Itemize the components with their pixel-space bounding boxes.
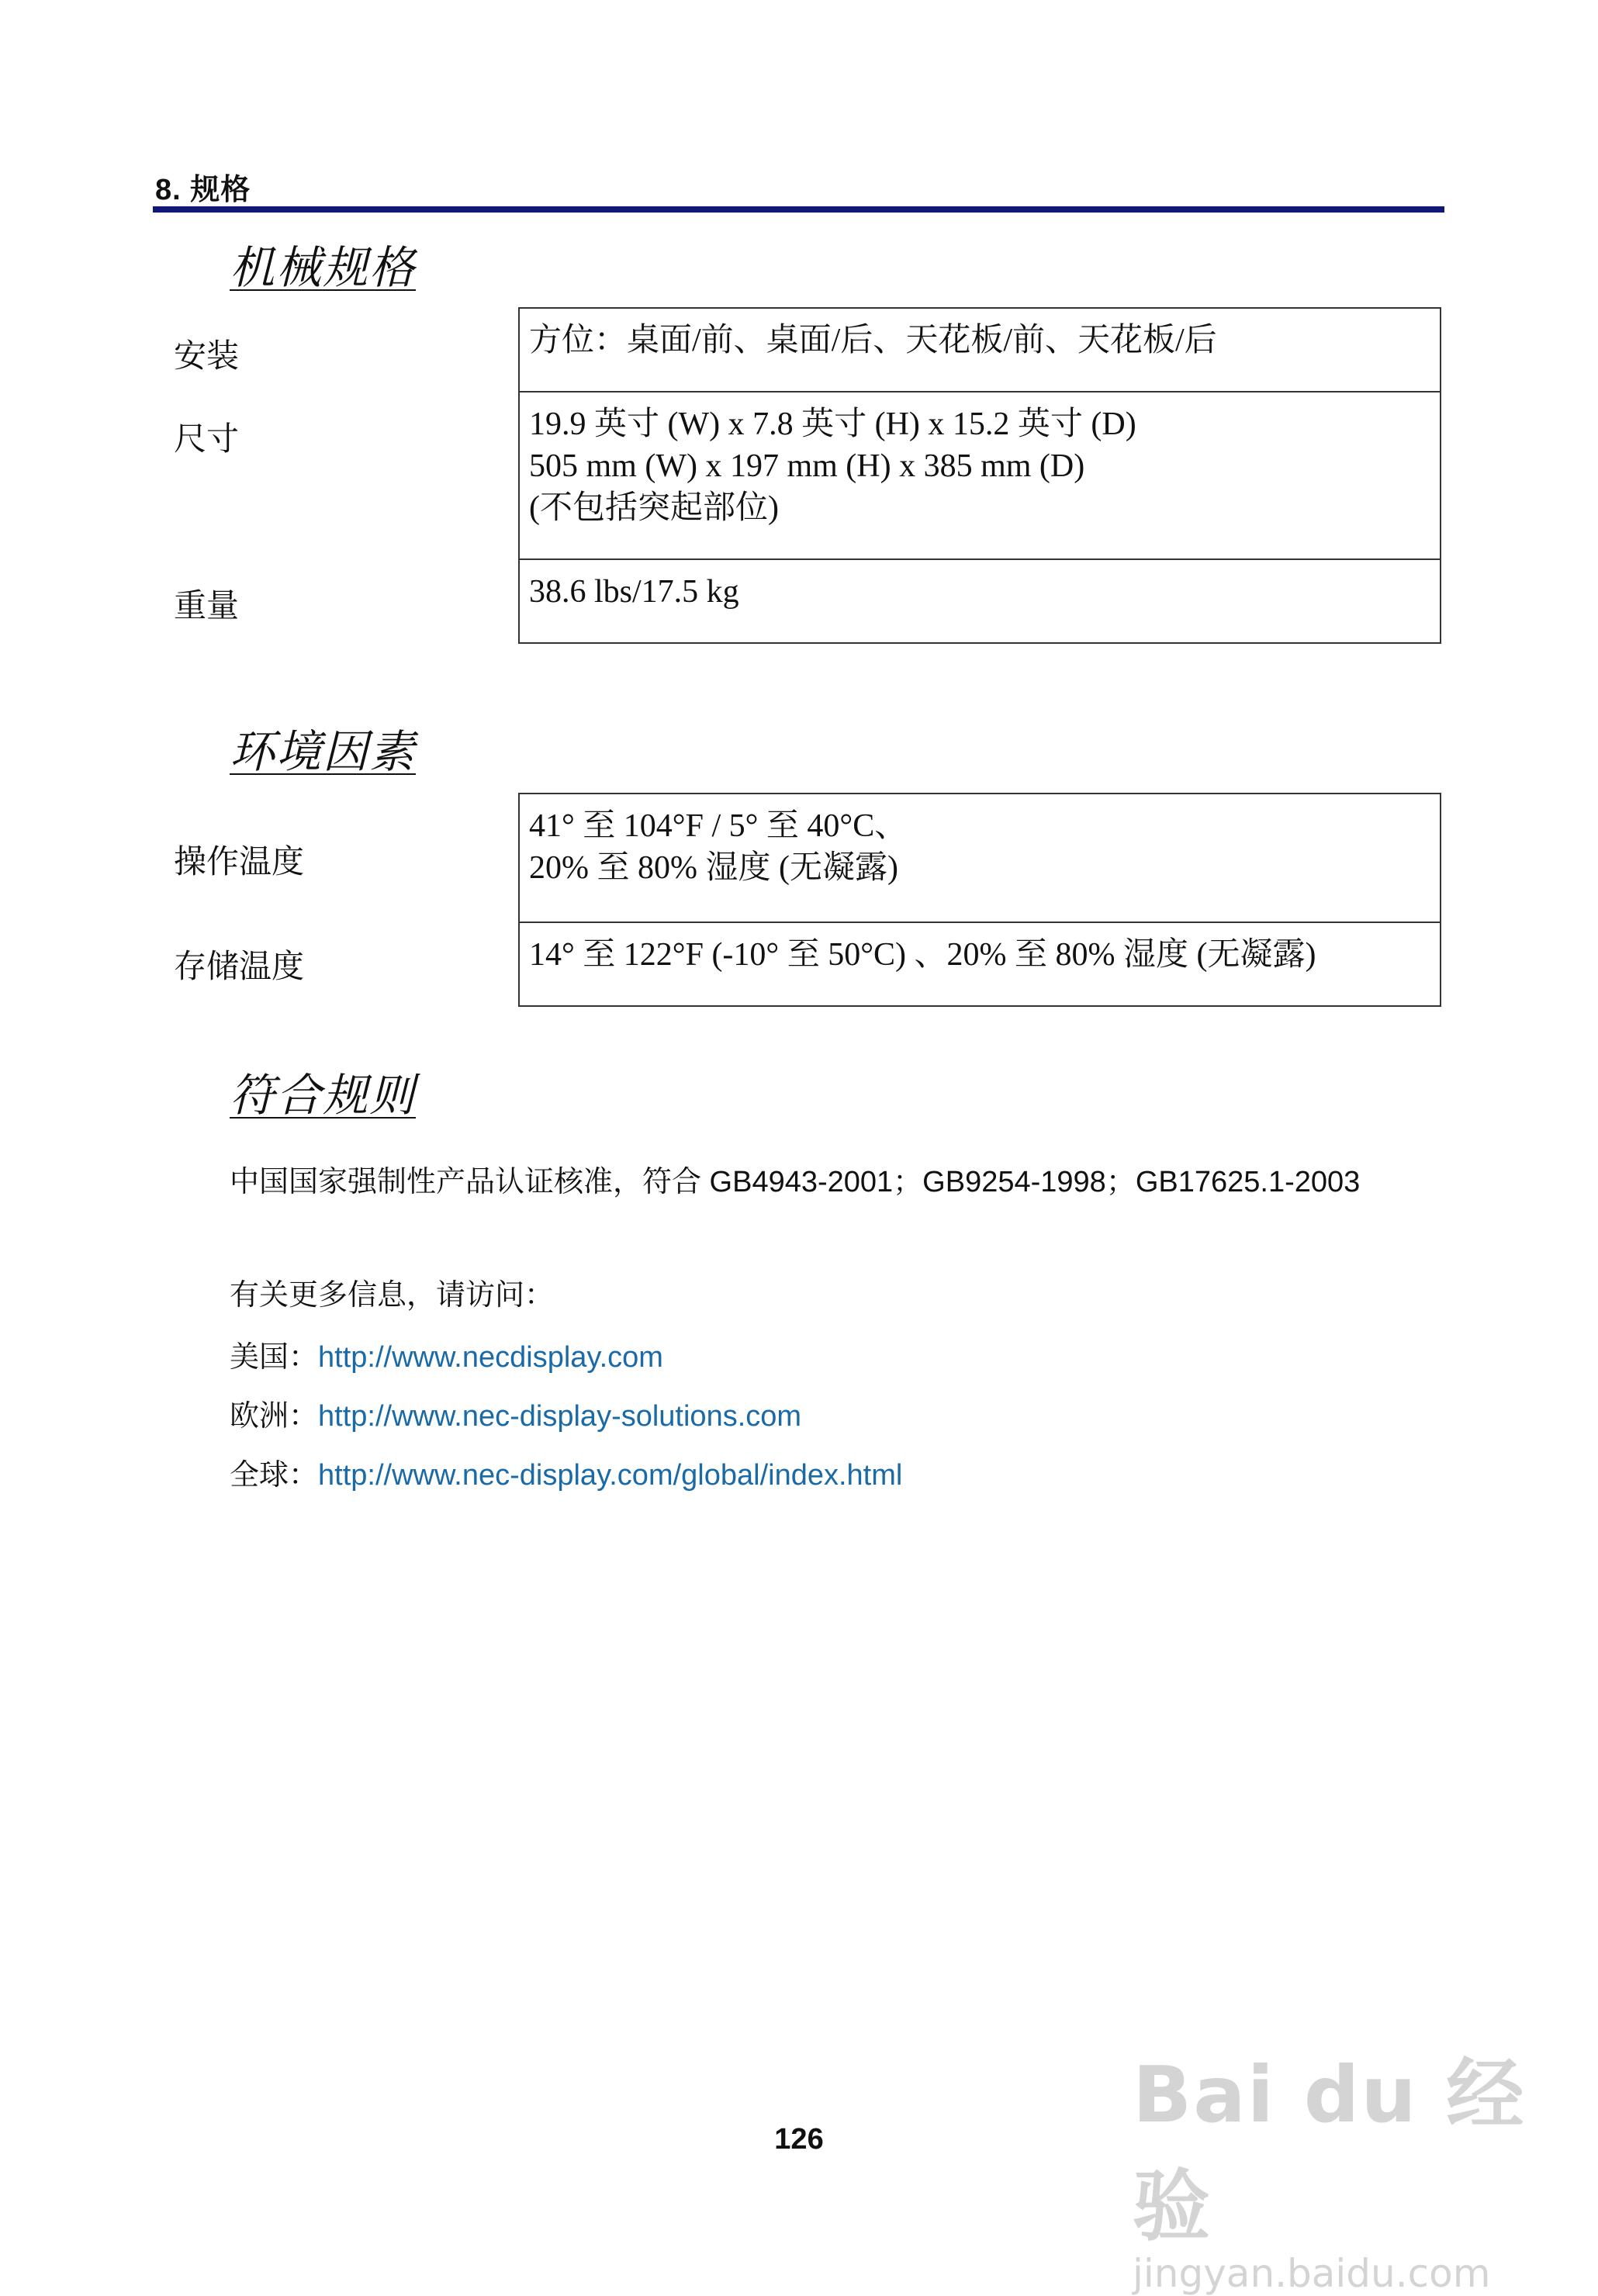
baidu-jingyan-watermark [1133,2032,1536,2296]
info-row-usa [230,1333,663,1375]
mechanical-spec-table [518,307,1441,644]
global-website-link[interactable]: http://www.nec-display.com/global/index.html [318,1459,903,1492]
spec-value-weight: 38.6 lbs/17.5 kg [519,559,1441,643]
spec-value-mounting: 方位：桌面/前、桌面/后、天花板/前、天花板/后 [519,308,1441,392]
spec-value-operating-temp: 41° 至 104°F / 5° 至 40°C、 20% 至 80% 湿度 (无凝露) [519,794,1441,922]
usa-website-link[interactable]: http://www.necdisplay.com [318,1341,663,1374]
spec-label-mounting: 安装 [174,339,240,375]
section-title-compliance: 符合规则 [230,1070,417,1121]
spec-label-dimensions: 尺寸 [174,422,240,458]
spec-label-operating-temp: 操作温度 [174,845,305,880]
section-title-environment: 环境因素 [230,727,417,777]
header-divider [153,206,1444,213]
spec-label-storage-temp: 存储温度 [174,949,305,985]
europe-website-link[interactable]: http://www.nec-display-solutions.com [318,1400,802,1433]
compliance-text: 中国国家强制性产品认证核准，符合 GB4943-2001；GB9254-1998；GB17625.1-2003 [230,1166,1361,1198]
watermark-url: jingyan.baidu.com [1133,2251,1491,2296]
more-info-intro: 有关更多信息，请访问： [230,1279,555,1312]
spec-value-dimensions: 19.9 英寸 (W) x 7.8 英寸 (H) x 15.2 英寸 (D) 505 mm (W) x 197 mm (H) x 385 mm (D) (不包括突起部位) [519,392,1441,559]
region-label: 欧洲： [230,1400,319,1433]
region-label: 全球： [230,1459,319,1492]
chapter-title: 8. 规格 [155,174,251,206]
watermark-logo: Bai du 经验 [1133,2049,1526,2252]
environment-spec-table [518,793,1441,1007]
spec-label-weight: 重量 [174,589,240,624]
page-number: 126 [774,2123,824,2156]
info-row-europe [230,1392,801,1434]
section-title-mechanical: 机械规格 [230,243,417,293]
info-row-global [230,1451,902,1493]
region-label: 美国： [230,1341,319,1374]
spec-value-storage-temp: 14° 至 122°F (-10° 至 50°C) 、20% 至 80% 湿度 (无凝露) [519,922,1441,1006]
